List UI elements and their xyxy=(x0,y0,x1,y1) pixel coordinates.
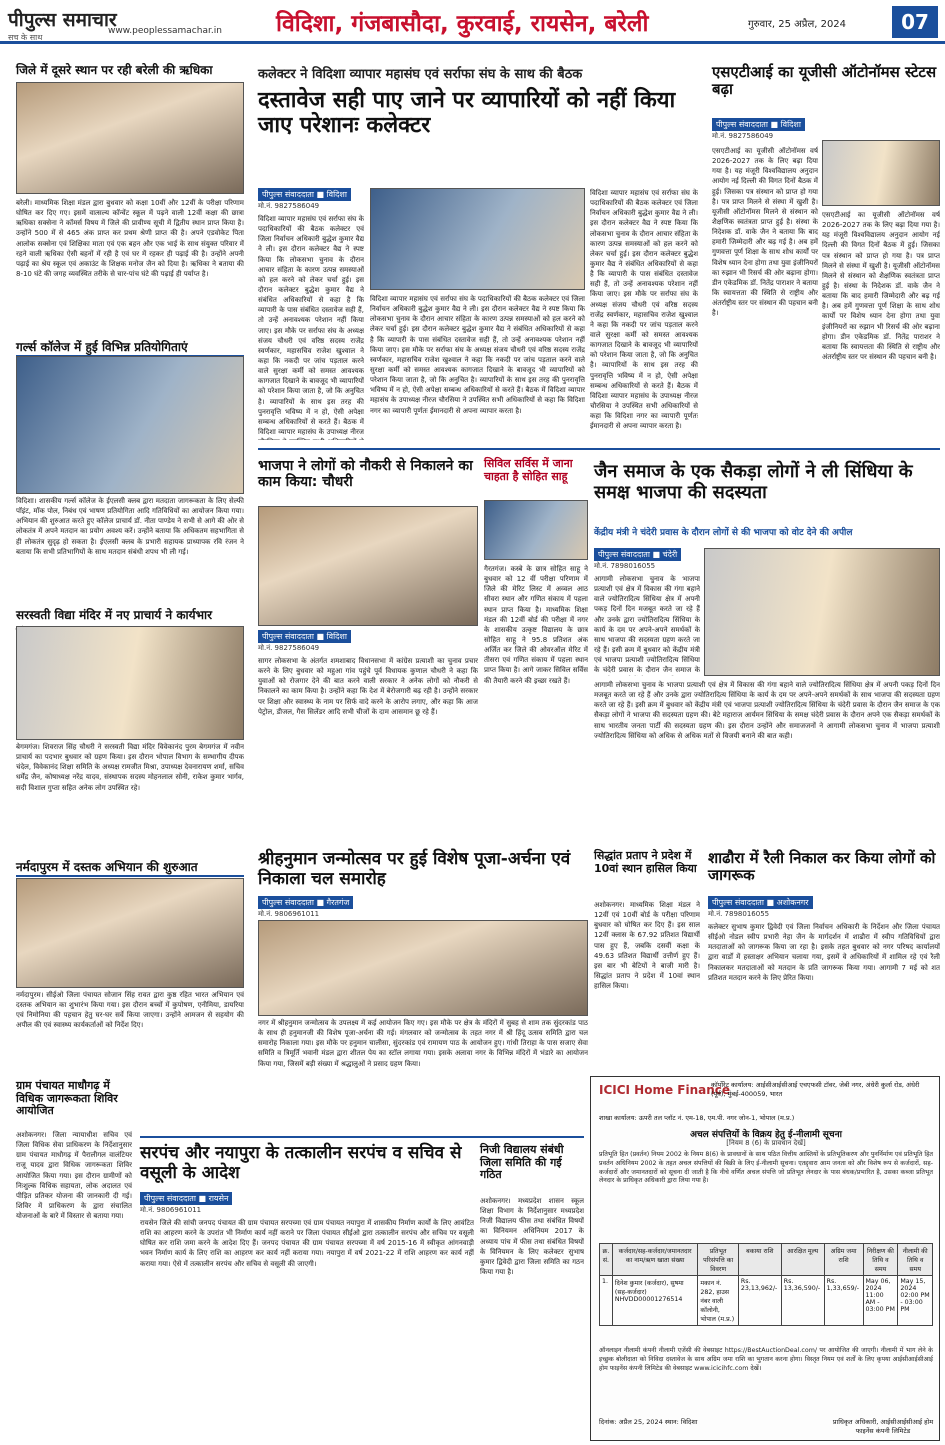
story-sarpanch-body: रायसेन जिले की सांची जनपद पंचायत की ग्राम पंचायत सरपच्मा एवं ग्राम पंचायत नयापुरा में शासकीय निर्माण कार्यों के लिए आवंटित राशि का आहरण करने के उपरांत भी निर्माण कार्य नहीं कराने पर जिला पंचायत सीईओ द्वारा तत्कालीन सरपंच और सचिव पर वसूली घोषित कर राशि जमा करने के आदेश दिए हैं। जनपद पंचायत की ग्राम पंचायत सरपच्मा में वर्ष 2015-16 में स्वीकृत आंगनवाड़ी भवन निर्माण कार्य के लिए राशि का आहरण कर कार्य नहीं कराया गया। नयापुरा में वर्ष 2021-22 में राशि आहरण कर कार्य नहीं कराया गया। ऐसे में तत्कालीन सरपंच और सचिव से वसूली की जाएगी। xyxy=(140,1219,474,1268)
ad-title: अचल संपत्तियों के विक्रय हेतु ई-नीलामी सूचना xyxy=(690,1130,842,1140)
page-number: 07 xyxy=(892,6,938,38)
story-sati-headline: एसएटीआई का यूजीसी ऑटोनॉमस स्टेटस बढ़ा xyxy=(712,63,937,99)
sati-byline: पीपुल्स संवाददाता ■ विदिशा xyxy=(712,118,805,131)
story-civil-body: गैरतगंज। कस्बे के छात्र सोहित साहू ने बुधवार को 12 वीं परीक्षा परिणाम में जिले की मेरिट लिस्ट में अव्वल आठ सीवरा स्थान और गणित संकाय में पहला स्थान प्राप्त किया है। माध्यमिक शिक्षा मंडल की 12वीं बोर्ड की परीक्षा में नगर के शासकीय उत्कृष्ट विद्यालय के छात्र सोहित साहू ने 95.8 प्रतिशत अंक अर्जित कर जिले की ओवरऑल मेरिट में तीसरा एवं गणित संकाय में पहला स्थान प्राप्त किया है। आगे जाकर सिविल सर्विस की तैयारी करने की इच्छा रखते हैं। xyxy=(484,565,588,685)
story-dastak-headline: नर्मदापुरम में दस्तक अभियान की शुरुआत xyxy=(16,858,244,877)
story-jain-headline: जैन समाज के एक सैकड़ा लोगों ने ली सिंधिया के समक्ष भाजपा की सदस्यता xyxy=(594,461,913,503)
photo-sati-building xyxy=(822,140,940,206)
photo-college-students xyxy=(16,356,244,494)
story-principal-body: बेगमगंज। शिवराज सिंह चौधरी ने सरस्वती विद्या मंदिर विवेकानंद पुरम बेगमगंज में नवीन प्राचार्य का पदभार बुधवार को ग्रहण किया। इस दौरान भोपाल विभाग के सम्भागीय दीपक चंदेल, विवेकानंद शिक्षा समिति के अध्यक्ष रामजीत मिश्रा, उपाध्यक्ष देवनारायण शर्मा, सचिव धर्मेंद्र जैन, कोषाध्यक्ष नरेंद्र यादव, संस्थापक सदस्य मोहनलाल सोनी, राकेश कुमार भार्गव, सदी विशाल गुप्ता सहित अनेक लोग उपस्थित रहे। xyxy=(16,743,244,792)
story-jain-deck: केंद्रीय मंत्री ने चंदेरी प्रवास के दौरान लोगों से की भाजपा को वोट देने की अपील xyxy=(594,528,853,538)
issue-date: गुरुवार, 25 अप्रैल, 2024 xyxy=(748,19,847,30)
ad-date-place: दिनांक: अप्रैल 25, 2024 स्थान: विदिशा xyxy=(599,1418,698,1426)
photo-dastak-campaign xyxy=(16,878,244,988)
sarpanch-mobile: मो.नं. 9806961011 xyxy=(140,1206,202,1214)
story-sarpanch-headline: सरपंच और नयापुरा के तत्कालीन सरपंच व सचिव से वसूली के आदेश xyxy=(140,1143,462,1183)
story-shadhora-headline: शाढौरा में रैली निकाल कर किया लोगों को जागरूक xyxy=(708,849,936,885)
cell: दिनेश कुमार (कर्जदार), सुषमा (सह-कर्जदार) NHVDD00001276514 xyxy=(612,1276,698,1326)
photo-principal-ceremony xyxy=(16,626,244,740)
story-hanuman-headline: श्रीहनुमान जन्मोत्सव पर हुई विशेष पूजा-अर्चना एवं निकाला चल समारोह xyxy=(258,849,571,889)
col-header: अग्रिम जमा राशि xyxy=(824,1244,863,1276)
sati-mobile: मो.नं. 9827586049 xyxy=(712,132,774,140)
ad-body: प्रतिभूति हित (प्रवर्तन) नियम 2002 के नियम 8(6) के प्रावधानों के साथ पठित वित्तीय आस्तियों के प्रतिभूतिकरण और पुनर्निर्माण एवं प्रतिभूति हित प्रवर्तन अधिनियम 2002 के तहत अचल संपत्तियों की बिक्री के लिए ई-नीलामी सूचना। एतद्द्वारा आम जनता को और विशेष रूप से कर्जदारों, सह-कर्जदारों और जमानतदारों को सूचना दी जाती है कि नीचे वर्णित अचल संपत्ति जो प्रतिभूत लेनदार के पास बंधक/प्रभारित है, उसका कब्जा प्रतिभूत लेनदार के प्राधिकृत अधिकारी द्वारा लिया गया है। xyxy=(599,1151,933,1185)
cell: May 06, 2024 11:00 AM - 03:00 PM xyxy=(863,1276,898,1326)
ad-auction-table xyxy=(599,1243,933,1326)
story-dastak-body: नर्मदापुरम। सीईओ जिला पंचायत सोजान सिंह रावत द्वारा कुष्ठ रहित भारत अभियान एवं दस्तक अभियान का शुभारंभ किया गया। इस दौरान बच्चों में कुपोषण, एनीमिया, डायरिया एवं निमोनिया की पहचान हेतु घर-घर सर्वे किया जाएगा। उन्होंने आमजन से सहयोग की अपील की एवं स्वास्थ्य कार्यकर्ताओं को निर्देश दिए। xyxy=(16,991,244,1030)
photo-rhidhika-family xyxy=(16,82,244,194)
photo-scindia-event xyxy=(704,548,940,676)
story-rhidhika-body: बरेली। माध्यमिक शिक्षा मंडल द्वारा बुधवार को कक्षा 10वीं और 12वीं के परीक्षा परिणाम घोषित कर दिए गए। इसमें वात्सल्य कॉन्वेंट स्कूल में पढ़ने वाली 12वीं कक्षा की छात्रा ऋधिका सक्सेना ने कॉमर्स विषय में जिले की प्रावीण्य सूची में द्वितीय स्थान प्राप्त किया है। उन्होंने 500 में से 465 अंक प्राप्त कर प्रथम श्रेणी प्राप्त की है। अपने एडवोकेट पिता आलोक सक्सेना एवं शिक्षिका माता एवं एक बहन और एक भाई के साथ संयुक्त परिवार में रहने वाली ऋधिका ऐसी बहनों में रही है एवं घर में रहकर ही पढ़ाई की है। उन्होंने अपनी पढ़ाई का श्रेय स्कूल एवं अकाउंट के शिक्षक मनोज जैन को दिया है। ऋधिका ने बताया की 8-10 घंटे की जगह व्यवस्थित तरीके से चार-पांच घंटे की पढ़ाई ही पर्याप्त है। xyxy=(16,199,244,278)
story-siddhant-body: अशोकनगर। माध्यमिक शिक्षा मंडल ने 12वीं एवं 10वीं बोर्ड के परीक्षा परिणाम बुधवार को घोषित कर दिए हैं। इस साल 12वीं क्लास के 67.92 प्रतिशत विद्यार्थी पास हुए हैं, जबकि दसवीं कक्षा के 49.63 प्रतिशत विद्यार्थी उत्तीर्ण हुए हैं। इस बार भी बेटियों ने बाजी मारी है। सिद्धांत प्रताप ने प्रदेश में 10वां स्थान हासिल किया। xyxy=(594,901,700,991)
shadhora-mobile: मो.नं. 7898016055 xyxy=(708,910,770,918)
story-college-headline: गर्ल्स कॉलेज में हुई विभिन्न प्रतियोगिताएं xyxy=(16,338,244,357)
story-legal-body: अशोकनगर। जिला न्यायाधीश सचिव एवं जिला विधिक सेवा प्राधिकरण के निर्देशानुसार ग्राम पंचायत माधौगढ़ में पैरालीगल वालंटियर राजू यादव द्वारा विधिक जागरूकता शिविर आयोजित किया गया। इस दौरान ग्रामीणों को निःशुल्क विधिक सहायता, लोक अदालत एवं पीड़ित प्रतिकर योजना की जानकारी दी गई। शिविर में प्राधिकरण के द्वारा संचालित योजनाओं के बारे में विस्तार से बताया गया। xyxy=(16,1131,132,1221)
story-hanuman-body: नगर में श्रीहनुमान जन्मोत्सव के उपलक्ष्य में कई आयोजन किए गए। इस मौके पर क्षेत्र के मंदिरों में सुबह से शाम तक सुंदरकांड पाठ के साथ ही हनुमानजी की विशेष पूजा-अर्चना की गई। मंगलवार को जन्मोत्सव के तहत नगर में श्री हिंदू उत्सव समिति द्वारा चल समारोह निकाला गया। इस मौके पर हनुमान चालीसा, सुंदरकांड एवं रामायण पाठ के आयोजन हुए। गांधी तिराहा के पास सजाए सेवा समिति व त्रिमूर्ति भवानी मंडल द्वारा शीतल पेय का स्टॉल लगाया गया। इसके अलावा नगर के विभिन्न मंदिरों में भंडारे का आयोजन किया गया, जिसमें बड़ी संख्या में श्रद्धालुओं ने प्रसाद ग्रहण किया। xyxy=(258,1019,588,1068)
ad-footer-text: ऑनलाइन नीलामी कंपनी नीलामी एजेंसी की वेबसाइट https://BestAuctionDeal.com/ पर आयोजित की जाएगी। नीलामी में भाग लेने के इच्छुक बोलीदाता को निविदा दस्तावेज के साथ अग्रिम जमा राशि का भुगतान करना होगा। विस्तृत नियम एवं शर्तों के लिए कृपया आईसीआईसीआई होम फाइनेंस कंपनी लिमिटेड की वेबसाइट www.icicihfc.com देखें। xyxy=(599,1347,933,1372)
ad-subtitle: [नियम 8 (6) के प्रावधान देखें] xyxy=(726,1139,806,1147)
cell: May 15, 2024 02:00 PM - 03:00 PM xyxy=(898,1276,933,1326)
jain-mobile: मो.नं. 7898016055 xyxy=(594,562,656,570)
story-jain-body: आगामी लोकसभा चुनाव के भाजपा प्रत्याशी एवं क्षेत्र में विकास की गंगा बहाने वाले ज्योतिरादित्य सिंधिया क्षेत्र में अपनी पकड़ दिनों दिन मजबूत करते जा रहे हैं और उनके द्वारा ज्योतिरादित्य सिंधिया के कार्य के दम पर अपने-अपने समर्थकों के साथ भाजपा की सदस्यता ग्रहण करते जा रहे हैं। इसी क्रम में बुधवार को केंद्रीय मंत्री एवं भाजपा प्रत्याशी ज्योतिरादित्य सिंधिया के चंदेरी प्रवास के दौरान जैन समाज के xyxy=(594,575,700,675)
story-sati-body-cont: एसएटीआई का यूजीसी ऑटोनॉमस वर्ष 2026-2027 तक के लिए बढ़ा दिया गया है। यह मंजूरी विश्वविद्यालय अनुदान आयोग नई दिल्ली की विगत दिनों बैठक में हुई। जिसका पत्र संस्थान को प्राप्त हो गया है। पत्र प्राप्त मिलने से संस्था में खुशी है। यूजीसी ऑटोनॉमस मिलने से संस्थान को शैक्षणिक स्वतंत्रता प्राप्त हुई है। संस्था के निदेशक डॉ. वाके जैन ने बताया कि बाद हमारी जिम्मेदारी और बढ़ गई है। अब हमें गुणवत्ता पूर्ण शिक्षा के साथ शोध कार्यों पर विशेष ध्यान देना होगा तथा युवा इंजीनियरों का रुझान भी रिसर्च की ओर बढ़ाना होगा। डीन एकेडमिक डॉ. नितेंद्र पाराशर ने बताया कि स्वायत्तता की स्थिति से राष्ट्रीय और अंतर्राष्ट्रीय स्तर पर संस्थान की पहचान बनी है। xyxy=(822,211,940,361)
story-siddhant-headline: सिद्धांत प्रताप ने प्रदेश में 10वां स्थान हासिल किया xyxy=(594,849,697,875)
bjp-mobile: मो.नं. 9827586049 xyxy=(258,644,320,652)
newspaper-logo: पीपुल्स समाचार सच के साथ xyxy=(8,9,117,42)
col-header: आरक्षित मूल्य xyxy=(781,1244,824,1276)
lead-byline: पीपुल्स संवाददाता ■ विदिशा xyxy=(258,188,351,201)
col-header: बकाया राशि xyxy=(738,1244,781,1276)
hanuman-byline: पीपुल्स संवाददाता ■ गैरतगंज xyxy=(258,896,353,909)
col-header: कर्जदार/सह-कर्जदार/जमानतदार का नाम/ऋण खाता संख्या xyxy=(612,1244,698,1276)
cell: Rs. 23,13,962/- xyxy=(738,1276,781,1326)
lead-mobile: मो.नं. 9827586049 xyxy=(258,202,320,210)
story-jain-body-cont: आगामी लोकसभा चुनाव के भाजपा प्रत्याशी एवं क्षेत्र में विकास की गंगा बहाने वाले ज्योतिरादित्य सिंधिया क्षेत्र में अपनी पकड़ दिनों दिन मजबूत करते जा रहे हैं और उनके द्वारा ज्योतिरादित्य सिंधिया के कार्य के दम पर अपने-अपने समर्थकों के साथ भाजपा की सदस्यता ग्रहण करते जा रहे हैं। इसी क्रम में बुधवार को केंद्रीय मंत्री एवं भाजपा प्रत्याशी ज्योतिरादित्य सिंधिया के चंदेरी प्रवास के दौरान जैन समाज के एक सैकड़ा लोगों ने भाजपा की सदस्यता ग्रहण की। बेटे महाराज आर्यमन सिंधिया के समक्ष चंदेरी प्रवास के दौरान अपने एक सैकड़ा समर्थकों के साथ भारतीय जनता पार्टी की सदस्यता ग्रहण की। इस दौरान उन्होंने और समाजजनों ने आगामी लोकसभा चुनाव में भाजपा प्रत्याशी ज्योतिरादित्य सिंधिया को अधिक से अधिक मतों से विजयी बनाने की बात कही। xyxy=(594,681,940,740)
photo-hanuman-procession xyxy=(258,920,588,1016)
col-header: नीलामी की तिथि व समय xyxy=(898,1244,933,1276)
photo-sohit-sahu xyxy=(484,500,588,560)
website-url[interactable]: www.peoplessamachar.in xyxy=(108,26,222,36)
lead-headline: दस्तावेज सही पाए जाने पर व्यापारियों को नहीं किया जाए परेशानः कलेक्टर xyxy=(258,88,676,139)
story-school-headline: निजी विद्यालय संबंधी जिला समिति की गई गठित xyxy=(480,1143,564,1182)
hanuman-mobile: मो.नं. 9806961011 xyxy=(258,910,320,918)
col-header: निरीक्षण की तिथि व समय xyxy=(863,1244,898,1276)
ad-signatory: प्राधिकृत अधिकारी, आईसीआईसीआई होम फाइनेंस कंपनी लिमिटेड xyxy=(832,1418,934,1435)
story-principal-headline: सरस्वती विद्या मंदिर में नए प्राचार्य ने कार्यभार xyxy=(16,606,244,642)
cell: Rs. 13,36,590/- xyxy=(781,1276,824,1326)
jain-byline: पीपुल्स संवाददाता ■ चंदेरी xyxy=(594,548,681,561)
lead-body: विदिशा व्यापार महासंघ एवं सर्राफा संघ के पदाधिकारियों की बैठक कलेक्टर एवं जिला निर्वाचन अधिकारी बुद्धेश कुमार वैद्य ने ली। इस दौरान कलेक्टर वैद्य ने स्पष्ट किया कि लोकसभा चुनाव के दौरान आचार संहिता के कारण उत्पन्न समस्याओं को हल करने को लेकर चर्चा हुई। इस दौरान कलेक्टर बुद्धेश कुमार वैद्य ने संबंधित अधिकारियों से कहा है कि व्यापारी के पास संबंधित दस्तावेज सही हैं, तो उन्हें अनावश्यक परेशान नहीं किया जाए। इस मौके पर सर्राफा संघ के अध्यक्ष संजय चौधरी एवं वरिष्ठ सदस्य राजेंद्र स्वर्णकार, महासचिव राजेश खुश्वाल ने कहा कि नकदी पर जांच पड़ताल करने वाले सुरक्षा कर्मी को समस्त आवश्यक कागजात दिखाने के बावजूद भी व्यापारियों को परेशान किया जाता है, जो कि अनुचित है। व्यापारियों के साथ इस तरह की पुनरावृत्ति भविष्य में न हो, ऐसी अपेक्षा सम्बन्ध अधिकारियों से करते हैं। बैठक में विदिशा व्यापार महासंघ के उपाध्यक्ष नीरज xyxy=(258,215,364,436)
icici-auction-notice xyxy=(590,1076,940,1441)
story-civil-headline: सिविल सर्विस में जाना चाहता है सोहित साहू xyxy=(484,457,573,483)
cell: Rs. 1,33,659/- xyxy=(824,1276,863,1326)
ad-table-header-row xyxy=(600,1244,933,1276)
story-college-body: विदिशा। शासकीय गर्ल्स कॉलेज के ईएलसी क्लब द्वारा मतदाता जागरूकता के लिए सेल्फी पॉइंट, मॉक पोल, निबंध एवं भाषण प्रतियोगिता आदि गतिविधियों का आयोजन किया गया। अभियान की शुरुआत करते हुए कॉलेज प्राचार्य डॉ. नीता पाण्डेय ने सभी से आगे की ओर से लोकतंत्र में अपने मतदान का प्रयोग अवश्य करें। उन्होंने बताया कि अधिकतम सहभागिता से ही लोकतंत्र सुदृढ़ हो सकता है। ईएलसी क्लब के प्रभारी सहायक प्राध्यापक रवि रंजन ने बताया कि सभी प्रतिभागियों के साथ मतदान संबंधी शपथ भी ली गई। xyxy=(16,497,244,556)
region-title: विदिशा, गंजबासौदा, कुरवाई, रायसेन, बरेली xyxy=(276,11,649,37)
cell: 1. xyxy=(600,1276,613,1326)
section-divider xyxy=(258,448,940,450)
lead-body-cont2: विदिशा व्यापार महासंघ एवं सर्राफा संघ के पदाधिकारियों की बैठक कलेक्टर एवं जिला निर्वाचन अधिकारी बुद्धेश कुमार वैद्य ने ली। इस दौरान कलेक्टर वैद्य ने स्पष्ट किया कि लोकसभा चुनाव के दौरान आचार संहिता के कारण उत्पन्न समस्याओं को हल करने को लेकर चर्चा हुई। इस दौरान कलेक्टर बुद्धेश कुमार वैद्य ने संबंधित अधिकारियों से कहा है कि व्यापारी के पास संबंधित दस्तावेज सही हैं, तो उन्हें अनावश्यक परेशान नहीं किया जाए। इस मौके पर सर्राफा संघ के अध्यक्ष संजय चौधरी एवं वरिष्ठ सदस्य राजेंद्र स्वर्णकार, महासचिव राजेश खुश्वाल ने कहा कि नकदी पर जांच पड़ताल करने वाले सुरक्षा कर्मी को समस्त आवश्यक कागजात दिखाने के बावजूद भी व्यापारियों को परेशान किया जाता है, जो कि अनुचित है। व्यापारियों के साथ इस तरह की पुनरावृत्ति भविष्य में न हो, ऐसी अपेक्षा सम्बन्ध अधिकारियों से करते हैं। बैठक में विदिशा व्यापार महासंघ के उपाध्यक्ष नीरज चौरसिया ने उपस्थित सभी अधिकारियों से कहा कि विदिशा नगर का व्यापारी पूर्णतः ईमानदारी से अपना व्यापार करता है। xyxy=(590,189,698,431)
story-legal-headline: ग्राम पंचायत माधौगढ़ में विधिक जागरूकता शिविर आयोजित xyxy=(16,1079,118,1118)
section-divider-2 xyxy=(140,1136,584,1138)
shadhora-byline: पीपुल्स संवाददाता ■ अशोकनगर xyxy=(708,896,813,909)
photo-bjp-rally xyxy=(258,506,478,626)
lead-body-cont: विदिशा व्यापार महासंघ एवं सर्राफा संघ के पदाधिकारियों की बैठक कलेक्टर एवं जिला निर्वाचन अधिकारी बुद्धेश कुमार वैद्य ने ली। इस दौरान कलेक्टर वैद्य ने स्पष्ट किया कि लोकसभा चुनाव के दौरान आचार संहिता के कारण उत्पन्न समस्याओं को हल करने को लेकर चर्चा हुई। इस दौरान कलेक्टर बुद्धेश कुमार वैद्य ने संबंधित अधिकारियों से कहा है कि व्यापारी के पास संबंधित दस्तावेज सही हैं, तो उन्हें अनावश्यक परेशान नहीं किया जाए। इस मौके पर सर्राफा संघ के अध्यक्ष संजय चौधरी एवं वरिष्ठ सदस्य राजेंद्र स्वर्णकार, महासचिव राजेश खुश्वाल ने कहा कि नकदी पर जांच पड़ताल करने वाले सुरक्षा कर्मी को समस्त आवश्यक कागजात दिखाने के बावजूद भी व्यापारियों को परेशान किया जाता है, जो कि अनुचित है। व्यापारियों के साथ इस तरह की पुनरावृत्ति भविष्य में न हो, ऐसी अपेक्षा सम्बन्ध अधिकारियों से करते हैं। बैठक में विदिशा व्यापार महासंघ के उपाध्यक्ष नीरज चौरसिया ने उपस्थित सभी अधिकारियों से कहा कि विदिशा नगर का व्यापारी पूर्णतः ईमानदारी से अपना व्यापार करता है। xyxy=(370,295,585,415)
story-sati-body: एसएटीआई का यूजीसी ऑटोनॉमस वर्ष 2026-2027 तक के लिए बढ़ा दिया गया है। यह मंजूरी विश्वविद्यालय अनुदान आयोग नई दिल्ली की विगत दिनों बैठक में हुई। जिसका पत्र संस्थान को प्राप्त हो गया है। पत्र प्राप्त मिलने से संस्था में खुशी है। यूजीसी ऑटोनॉमस मिलने से संस्थान को शैक्षणिक स्वतंत्रता प्राप्त हुई है। संस्था के निदेशक डॉ. वाके जैन ने बताया कि बाद हमारी जिम्मेदारी और बढ़ गई है। अब हमें गुणवत्ता पूर्ण शिक्षा के साथ शोध कार्यों पर विशेष ध्यान देना होगा तथा युवा इंजीनियरों का रुझान भी रिसर्च की ओर बढ़ाना होगा। डीन एकेडमिक डॉ. नितेंद्र पाराशर ने बताया कि स्वायत्तता की स्थिति से राष्ट्रीय और अंतर्राष्ट्रीय स्तर पर संस्थान की पहचान बनी है। xyxy=(712,147,818,318)
lead-kicker: कलेक्टर ने विदिशा व्यापार महासंघ एवं सर्राफा संघ के साथ की बैठक xyxy=(258,67,583,82)
col-header: प्रतिभूत परिसंपत्ति का विवरण xyxy=(698,1244,739,1276)
photo-collector-meeting xyxy=(370,188,585,290)
ad-corporate-office: कॉर्पोरेट कार्यालय: आईसीआईसीआई एचएफसी टॉवर, जेबी नगर, अंधेरी कुर्ला रोड, अंधेरी (पूर्व), मुंबई-400059, भारत xyxy=(711,1081,920,1098)
masthead xyxy=(0,0,945,44)
story-rhidhika-headline: जिले में दूसरे स्थान पर रही बरेली की ऋधिका xyxy=(16,63,213,77)
icici-logo: ICICI Home Finance xyxy=(599,1083,731,1097)
ad-branch-address: शाखा कार्यालय: ऊपरी तल प्लॉट नं. एम-18, एम.पी. नगर जोन-1, भोपाल (म.प्र.) xyxy=(599,1114,795,1122)
story-bjp-body: सागर लोकसभा के अंतर्गत शमशाबाद विधानसभा में कांग्रेस प्रत्याशी का चुनाव प्रचार करने के लिए बुधवार को महुआ गांव पहुंचे पूर्व विधायक कुणाल चौधरी ने कहा कि युवाओं को रोजगार देने की बात करने वाली सरकार ने अनेक लोगों को नौकरी से निकालने का काम किया है। उन्होंने कहा कि देश में बेरोजगारी बढ़ रही है। उन्होंने सरकार पर शिक्षा और स्वास्थ्य के नाम पर सिर्फ वादे करने के आरोप लगाए, और कहा कि आज पेट्रोल, डीजल, गैस सिलेंडर आदि सभी चीजों के दाम आसमान छू रहे हैं। xyxy=(258,657,478,716)
story-bjp-headline: भाजपा ने लोगों को नौकरी से निकालने का काम किया: चौधरी xyxy=(258,458,473,491)
col-header: क्र. सं. xyxy=(600,1244,613,1276)
story-shadhora-body: कलेक्टर सुभाष कुमार द्विवेदी एवं जिला निर्वाचन अधिकारी के निर्देशन और जिला पंचायत सीईओ नोडल स्वीप प्रभारी नेहा जैन के मार्गदर्शन में शाढौरा में स्वीप गतिविधियों द्वारा मतदाताओं को जागरूक किया जा रहा है। इसके तहत बुधवार को नगर परिषद कार्यालयों द्वारा वार्डों में हस्ताक्षर अभियान चलाया गया, इसमें वे अधिकारियों में शामिल रहे एवं रैली निकालकर मतदाताओं को मतदान के प्रति जागरूक किया गया। आगामी 7 मई को शत प्रतिशत मतदान करने के लिए प्रेरित किया। xyxy=(708,923,940,982)
sarpanch-byline: पीपुल्स संवाददाता ■ रायसेन xyxy=(140,1192,232,1205)
bjp-byline: पीपुल्स संवाददाता ■ विदिशा xyxy=(258,630,351,643)
story-school-body: अशोकनगर। मध्यप्रदेश शासन स्कूल शिक्षा विभाग के निर्देशानुसार मध्यप्रदेश निजी विद्यालय फीस तथा संबंधित विषयों का विनियमन अधिनियम 2017 के अध्याय पांच में फीस तथा संबंधित विषयों के विनियमन के लिए कलेक्टर सुभाष कुमार द्विवेदी द्वारा जिला समिति का गठन किया गया है। xyxy=(480,1197,584,1276)
cell: मकान नं. 282, हाउस नंबर वाली कॉलोनी, भोपाल (म.प्र.) xyxy=(698,1276,739,1326)
table-row xyxy=(600,1276,933,1326)
